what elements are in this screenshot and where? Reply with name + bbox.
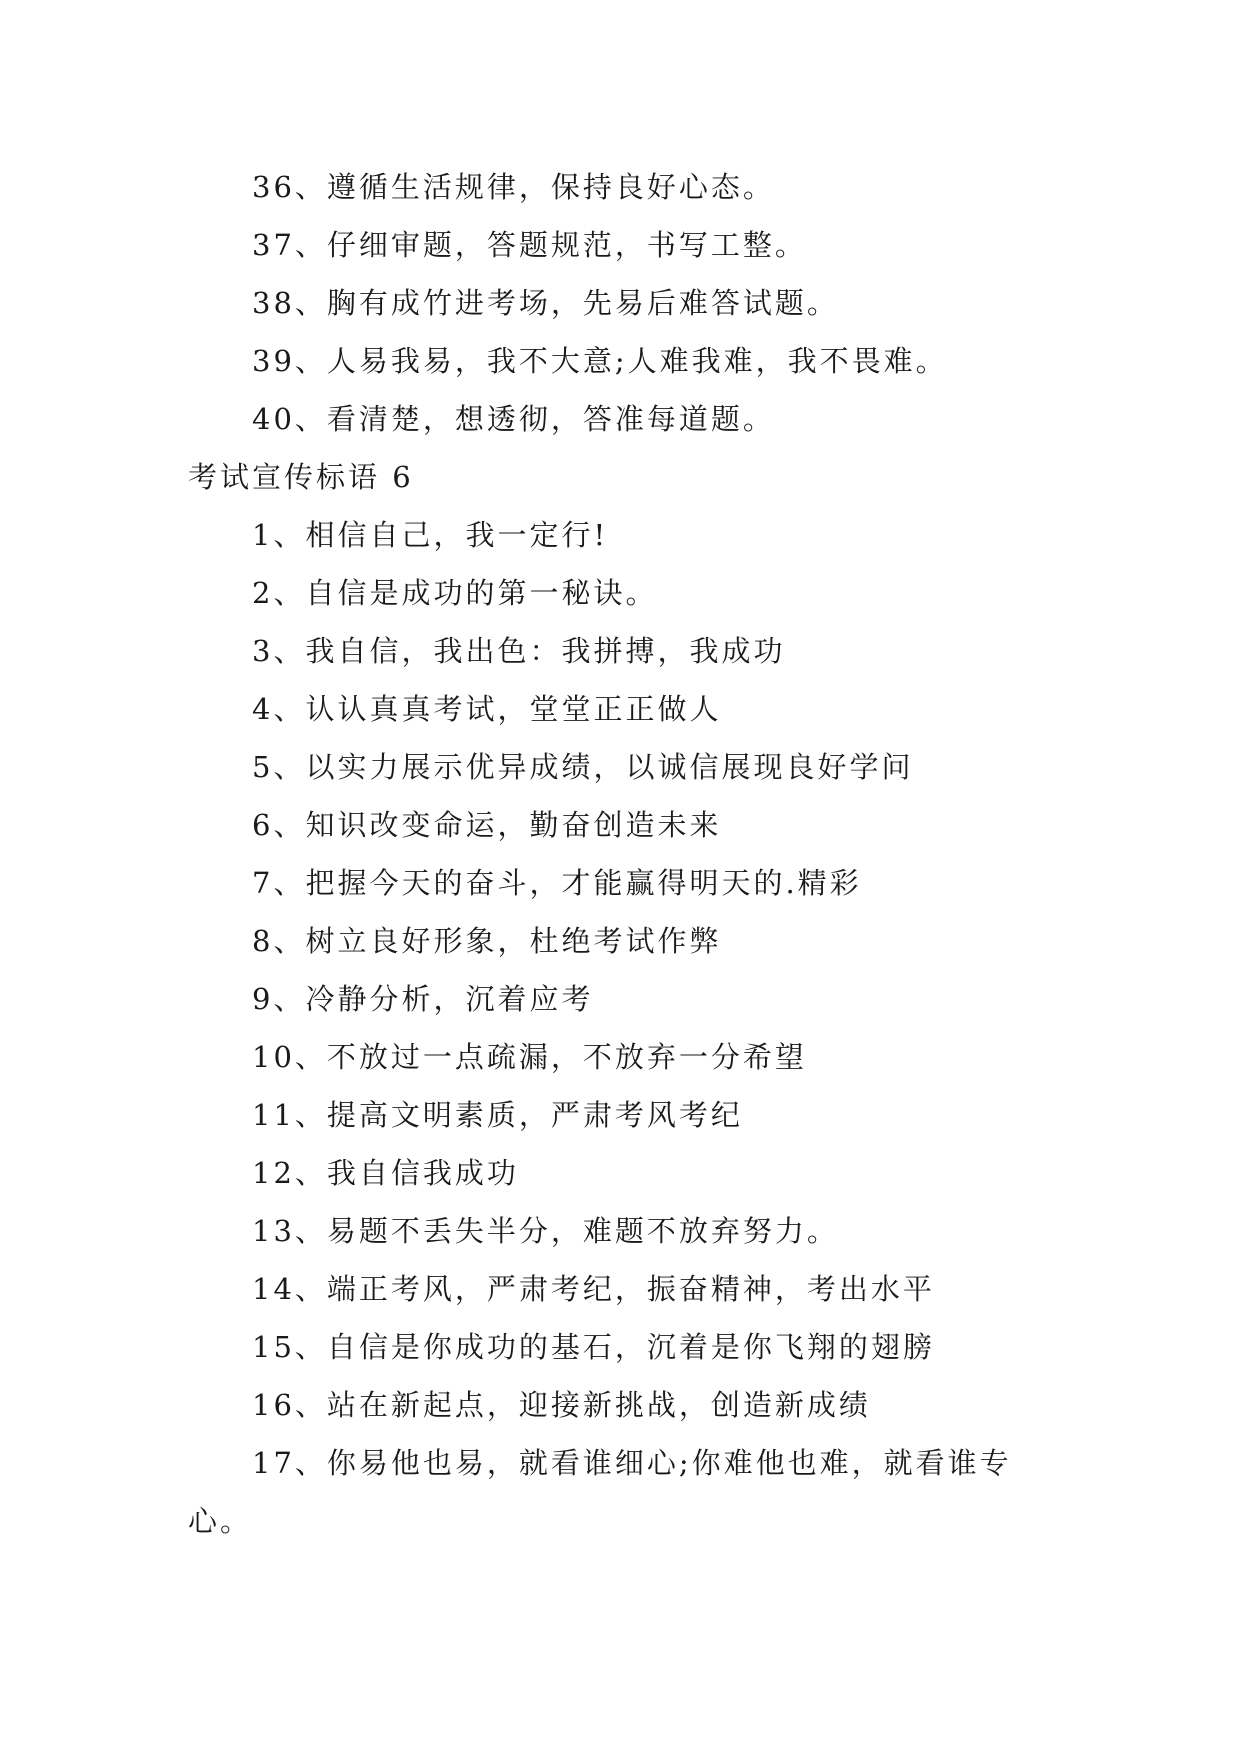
list-item: 12、我自信我成功 bbox=[252, 1156, 519, 1190]
list-item: 37、仔细审题，答题规范，书写工整。 bbox=[252, 228, 807, 262]
list-item: 7、把握今天的奋斗，才能赢得明天的.精彩 bbox=[252, 866, 862, 900]
list-item: 10、不放过一点疏漏，不放弃一分希望 bbox=[252, 1040, 807, 1074]
list-item: 2、自信是成功的第一秘诀。 bbox=[252, 576, 658, 610]
list-item: 4、认认真真考试，堂堂正正做人 bbox=[252, 692, 722, 726]
list-item: 3、我自信，我出色：我拼搏，我成功 bbox=[252, 634, 786, 668]
list-item: 8、树立良好形象，杜绝考试作弊 bbox=[252, 924, 722, 958]
list-item: 9、冷静分析，沉着应考 bbox=[252, 982, 594, 1016]
list-item: 1、相信自己，我一定行! bbox=[252, 518, 609, 552]
list-item: 5、以实力展示优异成绩，以诚信展现良好学问 bbox=[252, 750, 914, 784]
list-item: 11、提高文明素质，严肃考风考纪 bbox=[252, 1098, 743, 1132]
list-item: 15、自信是你成功的基石，沉着是你飞翔的翅膀 bbox=[252, 1330, 935, 1364]
section-title: 考试宣传标语 6 bbox=[188, 460, 414, 494]
list-item: 39、人易我易，我不大意;人难我难，我不畏难。 bbox=[252, 344, 948, 378]
list-item: 14、端正考风，严肃考纪，振奋精神，考出水平 bbox=[252, 1272, 935, 1306]
list-item: 13、易题不丢失半分，难题不放弃努力。 bbox=[252, 1214, 839, 1248]
list-item: 40、看清楚，想透彻，答准每道题。 bbox=[252, 402, 775, 436]
list-item: 17、你易他也易，就看谁细心;你难他也难，就看谁专心。 bbox=[188, 1446, 1012, 1538]
list-item: 6、知识改变命运，勤奋创造未来 bbox=[252, 808, 722, 842]
list-item: 36、遵循生活规律，保持良好心态。 bbox=[252, 170, 775, 204]
list-item: 16、站在新起点，迎接新挑战，创造新成绩 bbox=[252, 1388, 871, 1422]
document-body bbox=[188, 158, 1068, 1550]
list-item: 38、胸有成竹进考场，先易后难答试题。 bbox=[252, 286, 839, 320]
